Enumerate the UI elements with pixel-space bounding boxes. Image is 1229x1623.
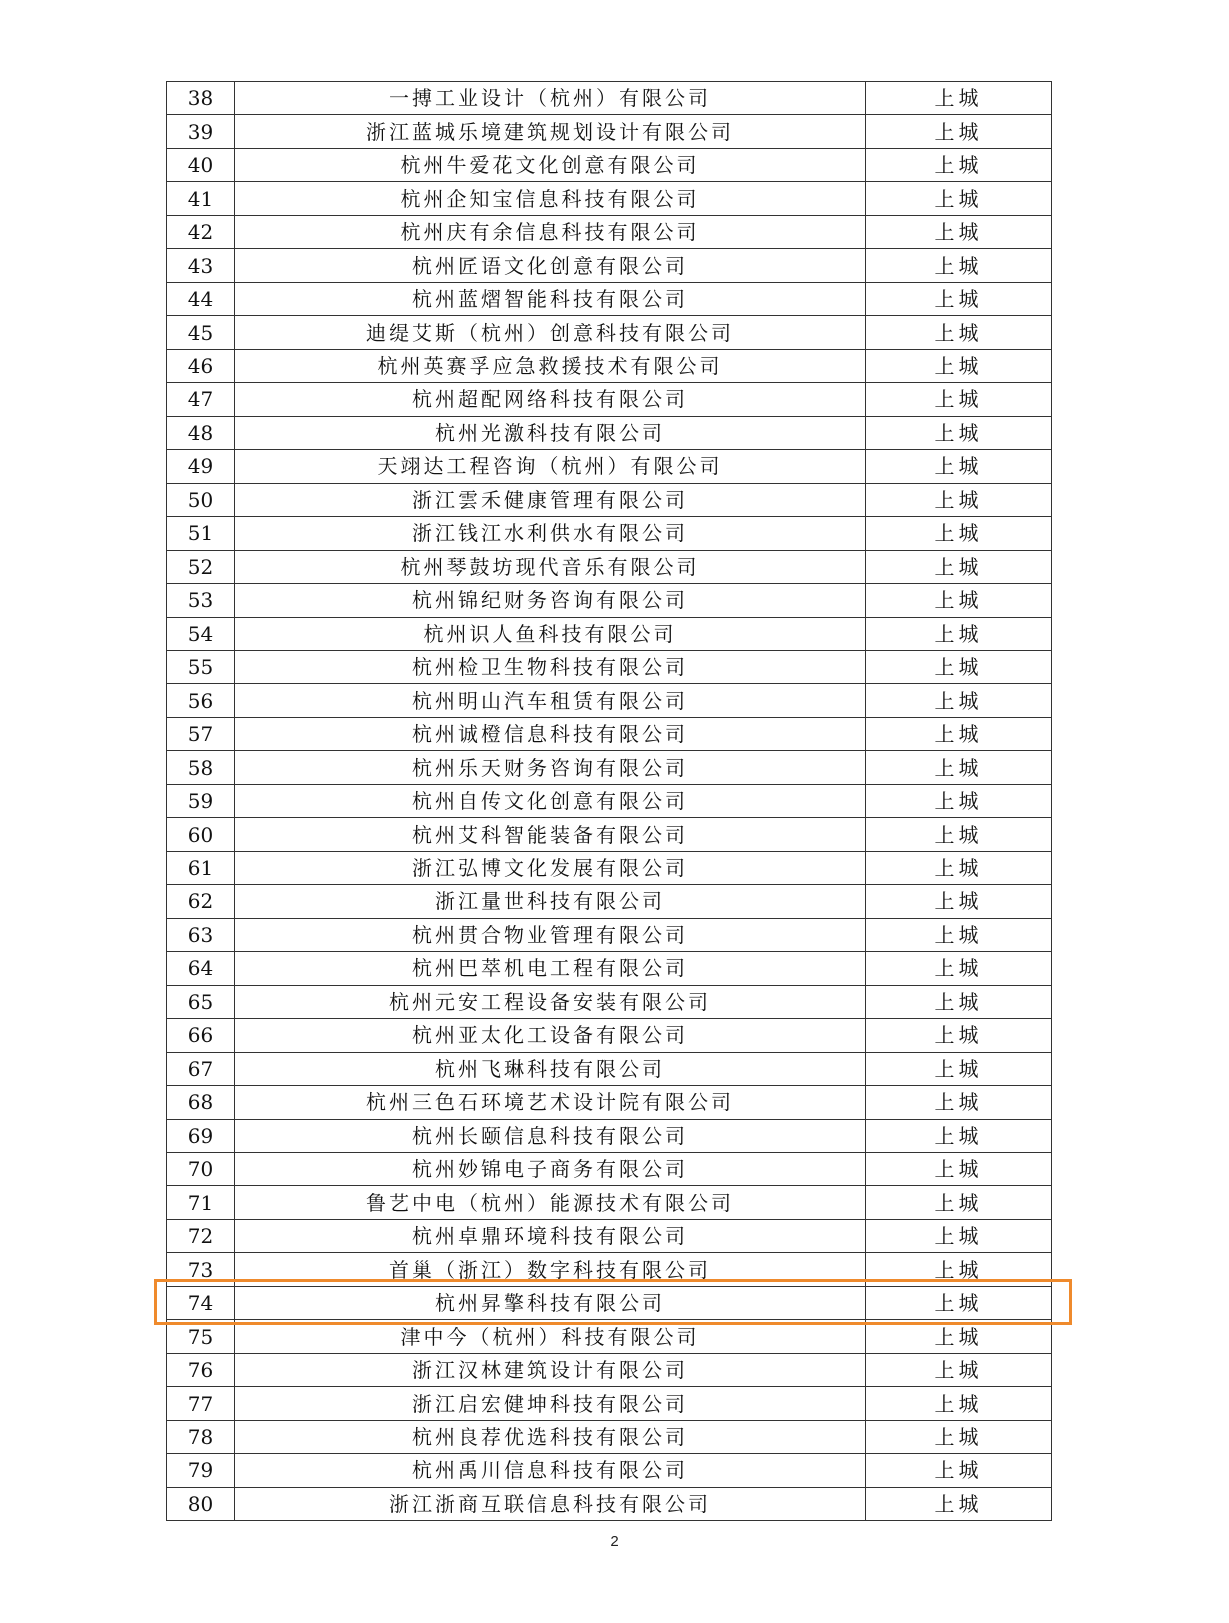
company-name: 一搏工业设计（杭州）有限公司: [235, 82, 866, 115]
company-name: 浙江雲禾健康管理有限公司: [235, 483, 866, 516]
district: 上城: [866, 349, 1052, 382]
district: 上城: [866, 1086, 1052, 1119]
district: 上城: [866, 182, 1052, 215]
table-row: [167, 517, 1052, 550]
company-name: 杭州良荐优选科技有限公司: [235, 1420, 866, 1453]
row-number: 78: [167, 1420, 235, 1453]
row-number: 77: [167, 1387, 235, 1420]
table-row: [167, 818, 1052, 851]
district: 上城: [866, 1052, 1052, 1085]
row-number: 47: [167, 383, 235, 416]
row-number: 67: [167, 1052, 235, 1085]
company-name: 鲁艺中电（杭州）能源技术有限公司: [235, 1186, 866, 1219]
row-number: 71: [167, 1186, 235, 1219]
company-table-body: [167, 82, 1052, 1521]
row-number: 73: [167, 1253, 235, 1286]
row-number: 80: [167, 1487, 235, 1520]
district: 上城: [866, 148, 1052, 181]
district: 上城: [866, 1420, 1052, 1453]
table-row: [167, 885, 1052, 918]
district: 上城: [866, 584, 1052, 617]
row-number: 70: [167, 1153, 235, 1186]
row-number: 66: [167, 1019, 235, 1052]
row-number: 61: [167, 851, 235, 884]
company-name: 浙江汉林建筑设计有限公司: [235, 1353, 866, 1386]
company-name: 杭州匠语文化创意有限公司: [235, 249, 866, 282]
table-row: [167, 751, 1052, 784]
district: 上城: [866, 416, 1052, 449]
row-number: 41: [167, 182, 235, 215]
district: 上城: [866, 650, 1052, 683]
district: 上城: [866, 1487, 1052, 1520]
table-row: [167, 1487, 1052, 1520]
district: 上城: [866, 1454, 1052, 1487]
row-number: 42: [167, 215, 235, 248]
page-number: 2: [610, 1533, 619, 1550]
row-number: 45: [167, 316, 235, 349]
table-row: [167, 952, 1052, 985]
row-number: 40: [167, 148, 235, 181]
table-row: [167, 115, 1052, 148]
district: 上城: [866, 1119, 1052, 1152]
district: 上城: [866, 282, 1052, 315]
district: 上城: [866, 1186, 1052, 1219]
company-name: 杭州牛爱花文化创意有限公司: [235, 148, 866, 181]
company-table-container: [166, 81, 1051, 1521]
company-name: 杭州蓝熠智能科技有限公司: [235, 282, 866, 315]
company-name: 杭州超配网络科技有限公司: [235, 383, 866, 416]
district: 上城: [866, 1253, 1052, 1286]
row-number: 52: [167, 550, 235, 583]
row-number: 72: [167, 1219, 235, 1252]
table-row: [167, 249, 1052, 282]
row-number: 63: [167, 918, 235, 951]
company-name: 杭州亚太化工设备有限公司: [235, 1019, 866, 1052]
row-number: 44: [167, 282, 235, 315]
table-row: [167, 584, 1052, 617]
row-number: 76: [167, 1353, 235, 1386]
row-number: 69: [167, 1119, 235, 1152]
row-number: 54: [167, 617, 235, 650]
table-row: [167, 717, 1052, 750]
table-row: [167, 550, 1052, 583]
table-row: [167, 1153, 1052, 1186]
table-row: [167, 282, 1052, 315]
district: 上城: [866, 550, 1052, 583]
table-row: [167, 416, 1052, 449]
table-row: [167, 1454, 1052, 1487]
company-name: 杭州贯合物业管理有限公司: [235, 918, 866, 951]
company-name: 浙江浙商互联信息科技有限公司: [235, 1487, 866, 1520]
district: 上城: [866, 717, 1052, 750]
row-number: 43: [167, 249, 235, 282]
company-table: [166, 81, 1052, 1521]
table-row: [167, 349, 1052, 382]
district: 上城: [866, 885, 1052, 918]
company-name: 杭州乐天财务咨询有限公司: [235, 751, 866, 784]
row-number: 62: [167, 885, 235, 918]
company-name: 杭州企知宝信息科技有限公司: [235, 182, 866, 215]
row-number: 75: [167, 1320, 235, 1353]
company-name: 杭州识人鱼科技有限公司: [235, 617, 866, 650]
table-row: [167, 1253, 1052, 1286]
company-name: 浙江钱江水利供水有限公司: [235, 517, 866, 550]
district: 上城: [866, 383, 1052, 416]
row-number: 64: [167, 952, 235, 985]
company-name: 杭州琴鼓坊现代音乐有限公司: [235, 550, 866, 583]
table-row: [167, 1019, 1052, 1052]
table-row: [167, 1052, 1052, 1085]
company-name: 杭州昇擎科技有限公司: [235, 1286, 866, 1319]
company-name: 杭州自传文化创意有限公司: [235, 784, 866, 817]
table-row: [167, 450, 1052, 483]
company-name: 杭州英赛孚应急救援技术有限公司: [235, 349, 866, 382]
table-row: [167, 383, 1052, 416]
row-number: 38: [167, 82, 235, 115]
district: 上城: [866, 918, 1052, 951]
row-number: 59: [167, 784, 235, 817]
table-row: [167, 1353, 1052, 1386]
table-row: [167, 650, 1052, 683]
district: 上城: [866, 1353, 1052, 1386]
company-name: 杭州明山汽车租赁有限公司: [235, 684, 866, 717]
row-number: 60: [167, 818, 235, 851]
district: 上城: [866, 751, 1052, 784]
company-name: 迪缇艾斯（杭州）创意科技有限公司: [235, 316, 866, 349]
row-number: 46: [167, 349, 235, 382]
district: 上城: [866, 82, 1052, 115]
row-number: 51: [167, 517, 235, 550]
district: 上城: [866, 483, 1052, 516]
company-name: 杭州巴萃机电工程有限公司: [235, 952, 866, 985]
row-number: 53: [167, 584, 235, 617]
district: 上城: [866, 316, 1052, 349]
table-row: [167, 851, 1052, 884]
district: 上城: [866, 517, 1052, 550]
table-row: [167, 483, 1052, 516]
district: 上城: [866, 115, 1052, 148]
table-row: [167, 82, 1052, 115]
district: 上城: [866, 1387, 1052, 1420]
table-row: [167, 985, 1052, 1018]
row-number: 49: [167, 450, 235, 483]
company-name: 杭州光激科技有限公司: [235, 416, 866, 449]
district: 上城: [866, 1219, 1052, 1252]
district: 上城: [866, 851, 1052, 884]
district: 上城: [866, 215, 1052, 248]
district: 上城: [866, 249, 1052, 282]
district: 上城: [866, 952, 1052, 985]
row-number: 48: [167, 416, 235, 449]
row-number: 39: [167, 115, 235, 148]
table-row: [167, 182, 1052, 215]
district: 上城: [866, 784, 1052, 817]
row-number: 55: [167, 650, 235, 683]
company-name: 杭州艾科智能装备有限公司: [235, 818, 866, 851]
table-row: [167, 215, 1052, 248]
district: 上城: [866, 1286, 1052, 1319]
table-row: [167, 316, 1052, 349]
table-row: [167, 1320, 1052, 1353]
row-number: 68: [167, 1086, 235, 1119]
district: 上城: [866, 818, 1052, 851]
company-name: 杭州诚橙信息科技有限公司: [235, 717, 866, 750]
company-name: 杭州三色石环境艺术设计院有限公司: [235, 1086, 866, 1119]
company-name: 杭州元安工程设备安装有限公司: [235, 985, 866, 1018]
company-name: 杭州锦纪财务咨询有限公司: [235, 584, 866, 617]
row-number: 57: [167, 717, 235, 750]
district: 上城: [866, 1320, 1052, 1353]
row-number: 79: [167, 1454, 235, 1487]
table-row: [167, 617, 1052, 650]
row-number: 56: [167, 684, 235, 717]
company-name: 杭州卓鼎环境科技有限公司: [235, 1219, 866, 1252]
company-name: 杭州妙锦电子商务有限公司: [235, 1153, 866, 1186]
company-name: 天翊达工程咨询（杭州）有限公司: [235, 450, 866, 483]
district: 上城: [866, 450, 1052, 483]
company-name: 首巢（浙江）数字科技有限公司: [235, 1253, 866, 1286]
company-name: 浙江蓝城乐境建筑规划设计有限公司: [235, 115, 866, 148]
table-row: [167, 1387, 1052, 1420]
table-row: [167, 148, 1052, 181]
company-name: 杭州禹川信息科技有限公司: [235, 1454, 866, 1487]
table-row: [167, 1219, 1052, 1252]
table-row: [167, 1286, 1052, 1319]
company-name: 杭州检卫生物科技有限公司: [235, 650, 866, 683]
row-number: 65: [167, 985, 235, 1018]
row-number: 74: [167, 1286, 235, 1319]
district: 上城: [866, 684, 1052, 717]
company-name: 杭州飞琳科技有限公司: [235, 1052, 866, 1085]
table-row: [167, 1420, 1052, 1453]
district: 上城: [866, 1153, 1052, 1186]
table-row: [167, 1186, 1052, 1219]
company-name: 浙江量世科技有限公司: [235, 885, 866, 918]
table-row: [167, 1119, 1052, 1152]
table-row: [167, 684, 1052, 717]
company-name: 杭州庆有余信息科技有限公司: [235, 215, 866, 248]
company-name: 浙江启宏健坤科技有限公司: [235, 1387, 866, 1420]
row-number: 50: [167, 483, 235, 516]
company-name: 杭州长颐信息科技有限公司: [235, 1119, 866, 1152]
table-row: [167, 784, 1052, 817]
company-name: 浙江弘博文化发展有限公司: [235, 851, 866, 884]
district: 上城: [866, 985, 1052, 1018]
table-row: [167, 1086, 1052, 1119]
row-number: 58: [167, 751, 235, 784]
company-name: 津中今（杭州）科技有限公司: [235, 1320, 866, 1353]
district: 上城: [866, 617, 1052, 650]
district: 上城: [866, 1019, 1052, 1052]
table-row: [167, 918, 1052, 951]
